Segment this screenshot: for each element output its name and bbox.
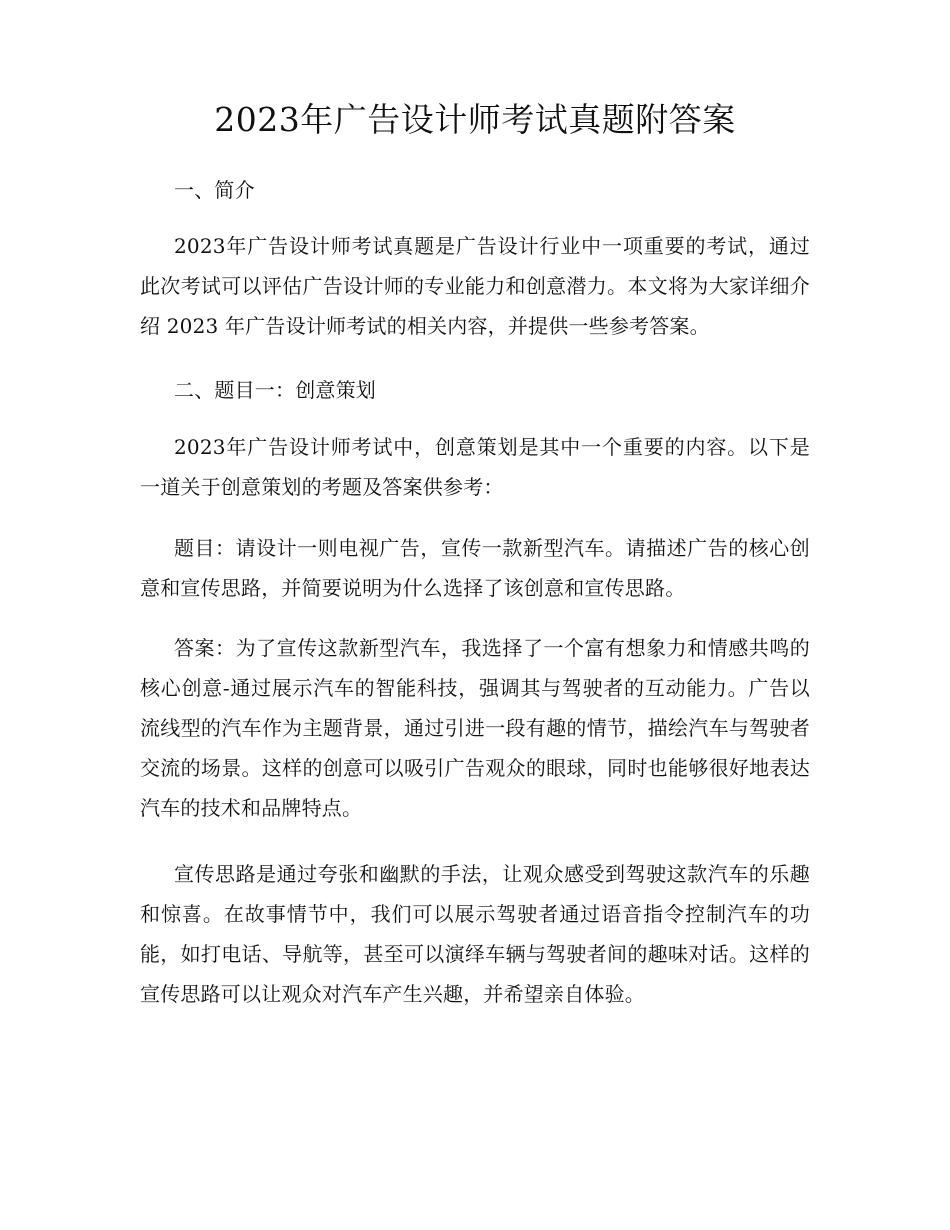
intro-paragraph: 2023年广告设计师考试真题是广告设计行业中一项重要的考试，通过此次考试可以评估广告设计师的专业能力和创意潜力。本文将为大家详细介绍 2023 年广告设计师考试的相关内容，并提供一些参考答案。 <box>140 234 810 338</box>
section-heading-creative-planning: 二、题目一：创意策划 <box>174 378 376 402</box>
strategy-paragraph: 宣传思路是通过夸张和幽默的手法，让观众感受到驾驶这款汽车的乐趣和惊喜。在故事情节中，我们可以展示驾驶者通过语音指令控制汽车的功能，如打电话、导航等，甚至可以演绎车辆与驾驶者间的趣味对话。这样的宣传思路可以让观众对汽车产生兴趣，并希望亲自体验。 <box>140 862 810 1006</box>
answer-paragraph: 答案：为了宣传这款新型汽车，我选择了一个富有想象力和情感共鸣的核心创意-通过展示汽车的智能科技，强调其与驾驶者的互动能力。广告以流线型的汽车作为主题背景，通过引进一段有趣的情节，描绘汽车与驾驶者交流的场景。这样的创意可以吸引广告观众的眼球，同时也能够很好地表达汽车的技术和品牌特点。 <box>140 636 810 820</box>
document-title: 2023年广告设计师考试真题附答案 <box>214 100 736 139</box>
section-heading-intro: 一、简介 <box>174 178 255 202</box>
question-paragraph: 题目：请设计一则电视广告，宣传一款新型汽车。请描述广告的核心创意和宣传思路，并简要说明为什么选择了该创意和宣传思路。 <box>140 536 810 600</box>
creative-planning-paragraph: 2023年广告设计师考试中，创意策划是其中一个重要的内容。以下是一道关于创意策划的考题及答案供参考： <box>140 435 810 499</box>
